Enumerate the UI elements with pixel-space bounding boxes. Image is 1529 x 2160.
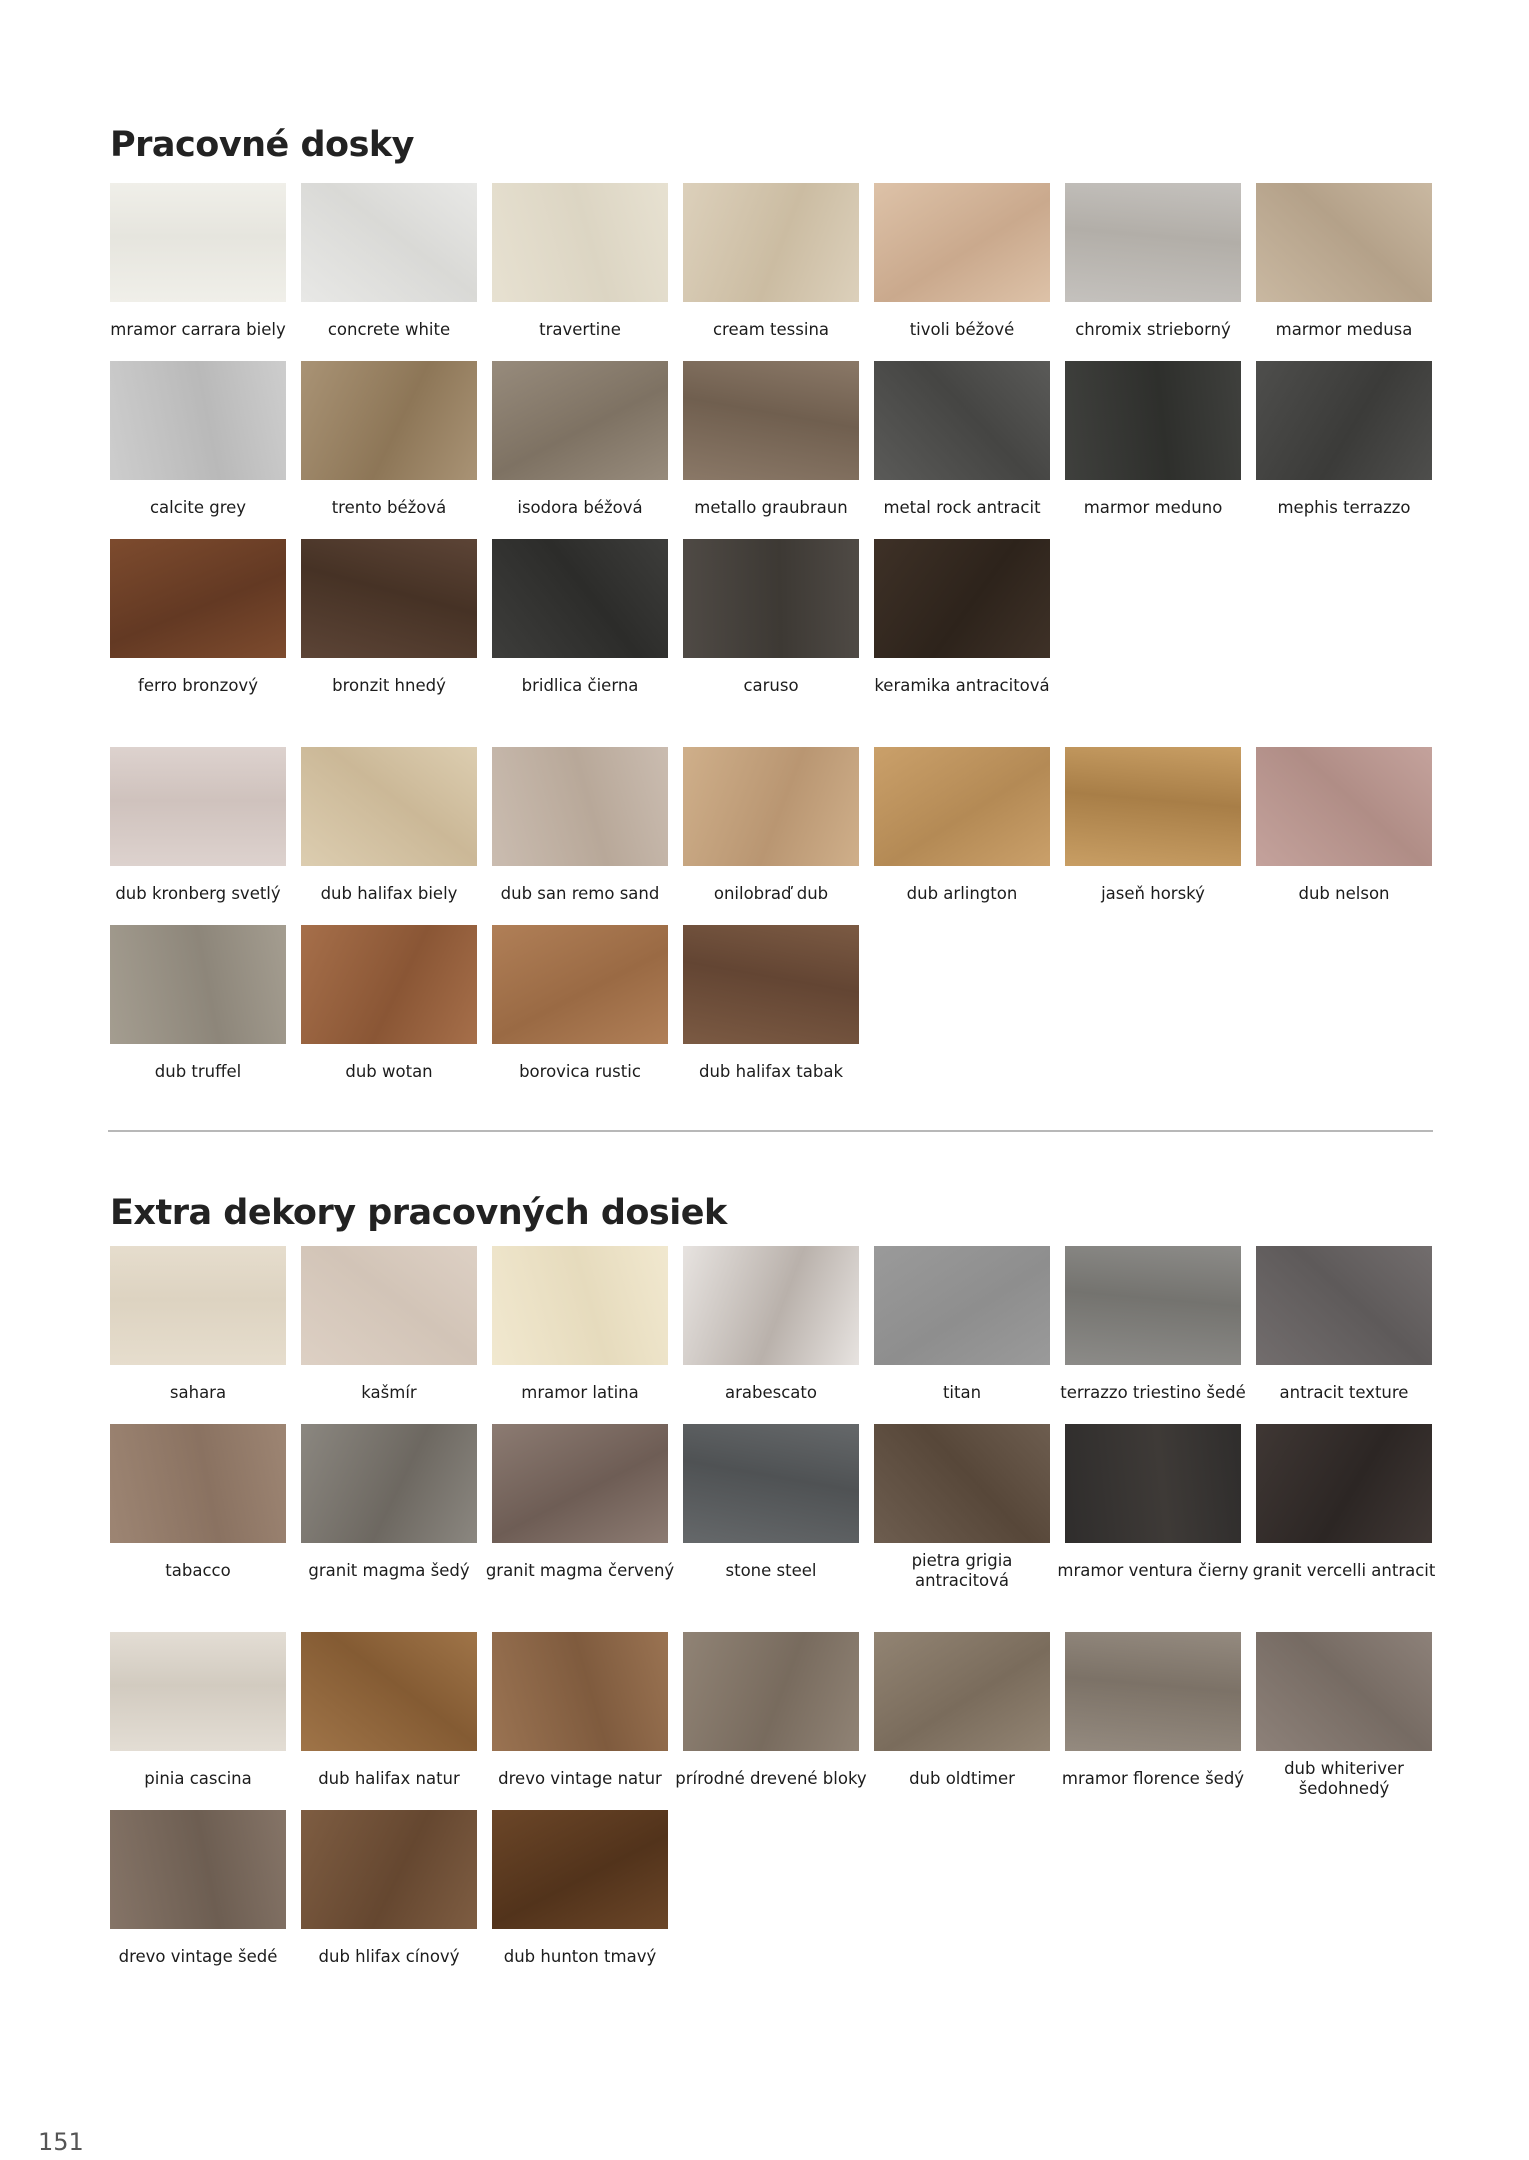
swatch-item (492, 183, 668, 361)
swatch-label: isodora béžová (517, 498, 643, 517)
swatch-texture (683, 1246, 859, 1365)
swatch-texture (492, 539, 668, 658)
swatch-item (492, 925, 668, 1103)
section-title-extra-dekory: Extra dekory pracovných dosiek (110, 1193, 727, 1233)
swatch-label: stone steel (725, 1561, 817, 1580)
swatch-label: mramor latina (521, 1383, 639, 1402)
swatch-item (492, 361, 668, 539)
swatch-label: dub oldtimer (909, 1769, 1015, 1788)
swatch-texture (301, 183, 477, 302)
swatch-item (110, 183, 286, 361)
swatch-item (1065, 361, 1241, 539)
swatch-item (110, 747, 286, 925)
swatch-label: keramika antracitová (874, 676, 1050, 695)
swatch-label: dub whiteriver šedohnedý (1284, 1759, 1404, 1798)
swatch-item (1252, 1424, 1436, 1602)
swatch-item (1256, 183, 1432, 361)
swatch-label: antracit texture (1279, 1383, 1409, 1402)
swatch-texture (301, 539, 477, 658)
swatch-label: dub hunton tmavý (503, 1947, 657, 1966)
swatch-label: onilobraď dub (713, 884, 829, 903)
swatch-item (301, 747, 477, 925)
swatch-label: dub halifax natur (318, 1769, 460, 1788)
swatch-texture (301, 1810, 477, 1929)
swatch-texture (874, 183, 1050, 302)
swatch-texture (1065, 1632, 1241, 1751)
swatch-texture (1256, 1424, 1432, 1543)
swatch-item (301, 925, 477, 1103)
swatch-label: caruso (743, 676, 799, 695)
swatch-item (1256, 361, 1432, 539)
swatch-item (683, 747, 859, 925)
swatch-texture (874, 1424, 1050, 1543)
swatch-item (492, 747, 668, 925)
swatch-texture (874, 1246, 1050, 1365)
swatch-item (683, 1246, 859, 1424)
swatch-label: metal rock antracit (883, 498, 1041, 517)
swatch-texture (301, 747, 477, 866)
swatch-label: arabescato (725, 1383, 817, 1402)
swatch-texture (1256, 1246, 1432, 1365)
swatch-label: dub nelson (1298, 884, 1390, 903)
swatch-texture (492, 1246, 668, 1365)
swatch-item (110, 925, 286, 1103)
swatch-label: dub arlington (906, 884, 1018, 903)
swatch-texture (110, 183, 286, 302)
page-number: 151 (38, 2128, 84, 2156)
swatch-texture (1065, 183, 1241, 302)
swatch-item (1256, 747, 1432, 925)
swatch-item (1060, 1246, 1246, 1424)
swatch-texture (110, 1810, 286, 1929)
swatch-label: metallo graubraun (694, 498, 848, 517)
swatch-texture (683, 361, 859, 480)
swatch-item (683, 1424, 859, 1602)
swatch-item (301, 1424, 477, 1602)
swatch-item (492, 1632, 668, 1810)
swatch-label: kašmír (361, 1383, 417, 1402)
swatch-label: mramor carrara biely (110, 320, 286, 339)
swatch-texture (301, 1246, 477, 1365)
swatch-texture (1256, 183, 1432, 302)
swatch-item (874, 1246, 1050, 1424)
swatch-item (683, 925, 859, 1103)
swatch-label: terrazzo triestino šedé (1060, 1383, 1246, 1402)
swatch-item (301, 1810, 477, 1988)
swatch-item (492, 1246, 668, 1424)
swatch-label: prírodné drevené bloky (675, 1769, 867, 1788)
swatch-item (110, 1424, 286, 1602)
swatch-item (485, 1424, 675, 1602)
swatch-texture (301, 925, 477, 1044)
swatch-label: ferro bronzový (138, 676, 258, 695)
swatch-label: bronzit hnedý (332, 676, 446, 695)
swatch-texture (683, 1424, 859, 1543)
swatch-item (1061, 1632, 1245, 1810)
swatch-texture (874, 361, 1050, 480)
swatch-item (301, 1632, 477, 1810)
swatch-texture (874, 747, 1050, 866)
swatch-item (683, 539, 859, 717)
swatch-texture (492, 747, 668, 866)
swatch-label: pinia cascina (144, 1769, 252, 1788)
swatch-item (110, 1246, 286, 1424)
swatch-texture (110, 539, 286, 658)
swatch-label: tivoli béžové (909, 320, 1015, 339)
swatch-texture (1065, 1246, 1241, 1365)
swatch-label: pietra grigia antracitová (911, 1551, 1013, 1590)
swatch-texture (492, 1810, 668, 1929)
swatch-label: dub halifax biely (320, 884, 458, 903)
swatch-texture (301, 1424, 477, 1543)
swatch-texture (1065, 747, 1241, 866)
swatch-item (110, 361, 286, 539)
swatch-texture (492, 1632, 668, 1751)
swatch-label: bridlica čierna (521, 676, 639, 695)
swatch-texture (1065, 1424, 1241, 1543)
swatch-texture (110, 1632, 286, 1751)
swatch-item (874, 361, 1050, 539)
swatch-texture (110, 747, 286, 866)
swatch-label: calcite grey (149, 498, 247, 517)
swatch-label: chromix strieborný (1075, 320, 1231, 339)
section-title-pracovne-dosky: Pracovné dosky (110, 125, 415, 165)
swatch-item (683, 183, 859, 361)
swatch-item (492, 1810, 668, 1988)
swatch-texture (110, 1424, 286, 1543)
swatch-item (301, 183, 477, 361)
swatch-texture (874, 1632, 1050, 1751)
swatch-label: mramor ventura čierny (1057, 1561, 1249, 1580)
swatch-item (874, 747, 1050, 925)
swatch-item (110, 1810, 286, 1988)
swatch-label: dub truffel (154, 1062, 242, 1081)
swatch-texture (1256, 361, 1432, 480)
swatch-item (1065, 183, 1241, 361)
swatch-texture (683, 539, 859, 658)
swatch-texture (492, 925, 668, 1044)
swatch-texture (301, 361, 477, 480)
swatch-item (301, 539, 477, 717)
swatch-item (874, 1424, 1050, 1602)
swatch-label: dub kronberg svetlý (115, 884, 281, 903)
swatch-texture (874, 539, 1050, 658)
swatch-label: dub halifax tabak (698, 1062, 844, 1081)
swatch-texture (1065, 361, 1241, 480)
swatch-texture (683, 747, 859, 866)
swatch-label: dub san remo sand (500, 884, 660, 903)
swatch-texture (683, 1632, 859, 1751)
swatch-label: cream tessina (712, 320, 830, 339)
swatch-label: drevo vintage natur (498, 1769, 662, 1788)
swatch-label: marmor meduno (1083, 498, 1223, 517)
swatch-texture (492, 1424, 668, 1543)
swatch-item (1256, 1632, 1432, 1810)
swatch-texture (492, 361, 668, 480)
swatch-label: mramor florence šedý (1061, 1769, 1245, 1788)
swatch-label: dub hlifax cínový (318, 1947, 460, 1966)
swatch-label: granit magma šedý (308, 1561, 470, 1580)
swatch-label: borovica rustic (519, 1062, 641, 1081)
swatch-texture (683, 183, 859, 302)
swatch-texture (110, 925, 286, 1044)
swatch-item (301, 1246, 477, 1424)
swatch-label: trento béžová (331, 498, 447, 517)
swatch-item (683, 361, 859, 539)
swatch-label: marmor medusa (1275, 320, 1413, 339)
swatch-item (874, 539, 1050, 717)
swatch-label: sahara (169, 1383, 227, 1402)
swatch-label: granit vercelli antracit (1252, 1561, 1436, 1580)
swatch-texture (110, 1246, 286, 1365)
swatch-label: mephis terrazzo (1277, 498, 1411, 517)
swatch-item (874, 183, 1050, 361)
swatch-item (301, 361, 477, 539)
swatch-texture (492, 183, 668, 302)
swatch-texture (301, 1632, 477, 1751)
section-divider (108, 1130, 1433, 1132)
swatch-label: travertine (539, 320, 621, 339)
swatch-label: drevo vintage šedé (118, 1947, 278, 1966)
swatch-item (110, 1632, 286, 1810)
swatch-item (1057, 1424, 1249, 1602)
swatch-label: concrete white (327, 320, 451, 339)
swatch-label: granit magma červený (485, 1561, 675, 1580)
swatch-item (1256, 1246, 1432, 1424)
swatch-texture (683, 925, 859, 1044)
swatch-label: dub wotan (345, 1062, 433, 1081)
swatch-label: jaseň horský (1101, 884, 1205, 903)
swatch-item (874, 1632, 1050, 1810)
swatch-item (1065, 747, 1241, 925)
swatch-texture (1256, 1632, 1432, 1751)
swatch-texture (110, 361, 286, 480)
swatch-label: titan (942, 1383, 982, 1402)
swatch-item (675, 1632, 867, 1810)
swatch-item (110, 539, 286, 717)
swatch-label: tabacco (165, 1561, 231, 1580)
swatch-texture (1256, 747, 1432, 866)
swatch-item (492, 539, 668, 717)
